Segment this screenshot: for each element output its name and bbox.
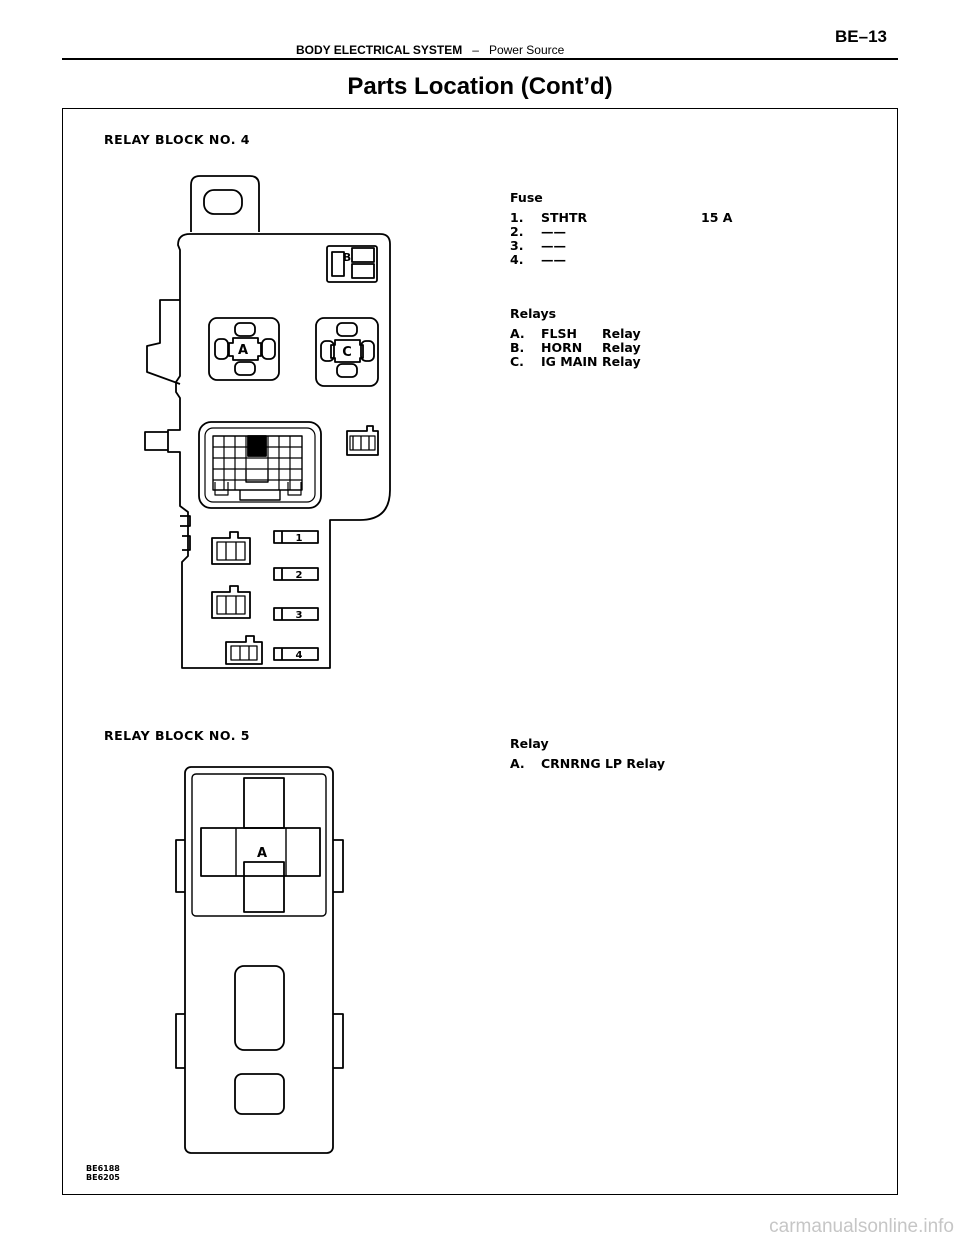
fuse-connector — [212, 586, 250, 618]
relay-block-5-label: RELAY BLOCK NO. 5 — [104, 728, 251, 743]
fuse-3-label: 3 — [295, 610, 303, 621]
mounting-hole — [204, 190, 242, 214]
relay-heading: Relay — [510, 736, 549, 751]
side-clip — [145, 432, 168, 450]
relay-a-label: A — [256, 846, 268, 861]
fuse-2-label: 2 — [295, 570, 303, 581]
relay-block-4-label: RELAY BLOCK NO. 4 — [104, 132, 251, 147]
relay-name: HORN — [541, 340, 583, 355]
relay-a — [201, 778, 320, 912]
figure-codes — [86, 1164, 120, 1182]
main-connector — [199, 422, 321, 508]
fuse-number: 3. — [510, 238, 524, 253]
relay-b — [327, 246, 377, 282]
relay-name: IG MAIN — [541, 354, 598, 369]
figure-code: BE6205 — [86, 1173, 120, 1182]
watermark: carmanualsonline.info — [769, 1216, 954, 1237]
relay-a-label: A — [237, 343, 249, 358]
fuse-number: 1. — [510, 210, 524, 225]
side-clip — [176, 1014, 185, 1068]
side-clip — [333, 1014, 343, 1068]
relay-b-label: B — [342, 251, 352, 264]
relay-name: FLSH — [541, 326, 577, 341]
fuse-1-label: 1 — [295, 533, 303, 544]
slot — [235, 966, 284, 1050]
small-connector — [347, 426, 378, 455]
relay-block-5-diagram — [176, 767, 343, 1153]
page-number: BE–13 — [835, 27, 887, 46]
relay-letter: C. — [510, 354, 524, 369]
relay-suffix: Relay — [602, 354, 641, 369]
relay-letter: A. — [510, 326, 525, 341]
relays-heading: Relays — [510, 306, 557, 321]
relay-letter: B. — [510, 340, 525, 355]
side-clip — [147, 300, 180, 384]
fuse-name: —— — [541, 224, 566, 239]
mounting-tab — [191, 176, 259, 232]
side-clip — [176, 840, 185, 892]
slot — [235, 1074, 284, 1114]
header-separator: – — [472, 43, 479, 57]
page-title: Parts Location (Cont’d) — [347, 73, 613, 100]
block-outline — [185, 767, 333, 1153]
fuse-connector — [212, 532, 250, 564]
fuse-name: —— — [541, 238, 566, 253]
fuse-name: STHTR — [541, 210, 588, 225]
figure-code: BE6188 — [86, 1164, 120, 1173]
fuse-name: —— — [541, 252, 566, 267]
fuse-number: 2. — [510, 224, 524, 239]
fuse-connector — [226, 636, 262, 664]
side-clip — [333, 840, 343, 892]
relay-socket — [192, 774, 326, 916]
relay-c-label: C — [342, 345, 352, 360]
header-section: BODY ELECTRICAL SYSTEM — [296, 43, 463, 57]
header-subsection: Power Source — [488, 43, 565, 57]
fuse-heading: Fuse — [510, 190, 543, 205]
fuse-number: 4. — [510, 252, 524, 267]
relay-suffix: Relay — [602, 326, 641, 341]
relay-suffix: Relay — [602, 340, 641, 355]
relay-letter: A. — [510, 756, 525, 771]
relay-name: CRNRNG LP Relay — [541, 756, 666, 771]
relay-block-4-diagram — [145, 176, 390, 668]
fuse-rating: 15 A — [701, 210, 733, 225]
fuse-4-label: 4 — [295, 650, 303, 661]
